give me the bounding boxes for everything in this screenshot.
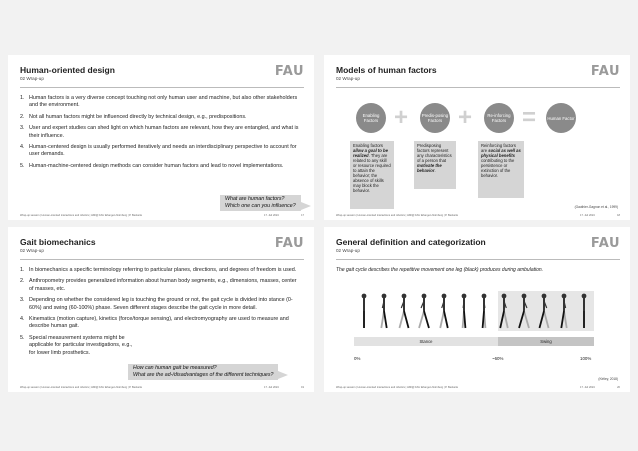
percent-end: 100% bbox=[580, 356, 592, 361]
box-text: . bbox=[434, 168, 436, 173]
callout-line: What are human factors? bbox=[225, 196, 285, 202]
footer-date: 17. Juli 2024 bbox=[580, 386, 595, 389]
citation: (Kirtley, 2018) bbox=[598, 377, 618, 381]
gait-cycle-figures bbox=[354, 291, 594, 331]
footer-text: Wrap-up session | Human-oriented interactions and robotics | HMI@ FAU Erlangen-Nürnberg | P. Beckerle bbox=[20, 214, 143, 217]
gait-caption: The gait cycle describes the repetitive movement one leg (black) produces during ambulation. bbox=[336, 267, 544, 273]
walking-figure bbox=[482, 294, 487, 328]
list-text: Human-machine-centered design methods can consider human factors and lead to novel implementations. bbox=[29, 162, 284, 169]
box-emphasis: allow a goal to be realized bbox=[353, 148, 388, 158]
slide-footer bbox=[20, 386, 304, 389]
slide-subtitle: 02 Wrap-up bbox=[336, 248, 360, 253]
divider bbox=[336, 87, 620, 88]
page-number: 18 bbox=[617, 214, 620, 217]
list-item bbox=[20, 278, 300, 293]
list-text: User and expert studies can shed light on which human factors are relevant, how they are entangled, and what is their influence. bbox=[29, 125, 299, 139]
callout-line: How can human gait be measured? bbox=[133, 365, 217, 371]
list-number: 2. bbox=[20, 278, 25, 285]
footer-text: Wrap-up session | Human-oriented interactions and robotics | HMI@ FAU Erlangen-Nürnberg | P. Beckerle bbox=[336, 214, 459, 217]
human-factor-circle: Human Factor bbox=[546, 103, 576, 133]
walking-figure bbox=[462, 294, 467, 328]
list-text: Special measurement systems might be applicable for particular investigations, e.g., for lower limb prosthetics. bbox=[29, 334, 133, 356]
walking-figure bbox=[381, 294, 386, 328]
list-item bbox=[20, 335, 300, 357]
slide-human-oriented-design bbox=[8, 55, 314, 220]
slide-footer bbox=[20, 214, 304, 217]
plus-icon: + bbox=[458, 104, 473, 131]
swing-phase-bar bbox=[498, 337, 594, 346]
list-number: 4. bbox=[20, 144, 25, 151]
divider bbox=[20, 259, 304, 260]
predisposing-factors-circle: Predis-posing Factors bbox=[420, 103, 450, 133]
callout-line: What are the ad-/disadvantages of the different techniques? bbox=[133, 372, 274, 378]
divider bbox=[336, 259, 620, 260]
bullet-list bbox=[20, 95, 300, 174]
percent-start: 0% bbox=[354, 356, 361, 361]
list-text: Human-centered design is usually performed iteratively and needs an interdisciplinary perspective to account for user demands. bbox=[29, 144, 297, 158]
slide-title: Gait biomechanics bbox=[20, 237, 96, 247]
list-number: 2. bbox=[20, 113, 25, 120]
slide-subtitle: 02 Wrap-up bbox=[20, 76, 44, 81]
stance-label: Stance bbox=[419, 339, 433, 344]
footer-date: 17. Juli 2024 bbox=[264, 386, 279, 389]
slide-gait-biomechanics bbox=[8, 227, 314, 392]
stance-phase-bar bbox=[354, 337, 498, 346]
page-number: 19 bbox=[301, 386, 304, 389]
swing-label: Swing bbox=[540, 339, 552, 344]
citation: (Gauthier-Gagnon et al., 1999) bbox=[574, 205, 618, 209]
question-callout bbox=[220, 195, 301, 211]
list-text: Not all human factors might be influenced directly by technical design, e.g., predispositions. bbox=[29, 113, 247, 120]
list-number: 4. bbox=[20, 316, 25, 323]
fau-logo: FAU bbox=[590, 64, 620, 79]
list-item bbox=[20, 267, 300, 274]
list-item bbox=[20, 95, 300, 110]
list-item bbox=[20, 316, 300, 331]
footer-date: 17. Juli 2024 bbox=[264, 214, 279, 217]
list-text: Depending on whether the considered leg is touching the ground or not, the gait cycle is divided into stance (0-60%) and swing (60-100%) phase. Seven different stages describe the gait cycle in more detail. bbox=[29, 297, 293, 311]
slide-title: Human-oriented design bbox=[20, 65, 115, 75]
list-item bbox=[20, 114, 300, 121]
list-number: 5. bbox=[20, 334, 25, 341]
footer-text: Wrap-up session | Human-oriented interactions and robotics | HMI@ FAU Erlangen-Nürnberg | P. Beckerle bbox=[336, 386, 459, 389]
enabling-factors-box bbox=[350, 141, 394, 209]
box-text: Predisposing factors represent any characteristics of a person that bbox=[417, 143, 452, 163]
slide-subtitle: 02 Wrap-up bbox=[336, 76, 360, 81]
callout-line: Which one can you influence? bbox=[225, 203, 296, 209]
slide-gait-cycle-definition bbox=[324, 227, 630, 392]
slide-title: Models of human factors bbox=[336, 65, 437, 75]
list-number: 3. bbox=[20, 125, 25, 132]
slide-subtitle: 02 Wrap-up bbox=[20, 248, 44, 253]
bullet-list bbox=[20, 267, 300, 361]
page-number: 17 bbox=[301, 214, 304, 217]
walking-figure bbox=[419, 294, 429, 328]
fau-logo: FAU bbox=[274, 236, 304, 251]
slide-footer bbox=[336, 386, 620, 389]
predisposing-factors-box bbox=[414, 141, 456, 189]
question-callout bbox=[128, 364, 278, 380]
slide-models-of-human-factors bbox=[324, 55, 630, 220]
reinforcing-factors-box bbox=[478, 141, 524, 198]
slide-title: General definition and categorization bbox=[336, 237, 486, 247]
list-text: In biomechanics a specific terminology referring to particular planes, directions, and degrees of freedom is used. bbox=[29, 267, 297, 273]
box-text: contributing to the persistence or extinction of the behavior. bbox=[481, 158, 515, 178]
list-number: 1. bbox=[20, 95, 25, 101]
list-text: Kinematics (motion capture), kinetics (force/torque sensing), and electromyography are used to measure and describe human gait. bbox=[29, 316, 289, 330]
footer-text: Wrap-up session | Human-oriented interactions and robotics | HMI@ FAU Erlangen-Nürnberg | P. Beckerle bbox=[20, 386, 143, 389]
reinforcing-factors-circle: Re-inforcing Factors bbox=[484, 103, 514, 133]
list-text: Anthropometry provides generalized information about human body segments, e.g., dimensions, masses, center of masses, etc. bbox=[29, 278, 297, 292]
list-item bbox=[20, 125, 300, 140]
box-text: Enabling factors bbox=[353, 143, 384, 148]
plus-icon: + bbox=[394, 104, 409, 131]
box-text: Reinforcing factors are bbox=[481, 143, 516, 153]
enabling-factors-circle: Enabling Factors bbox=[356, 103, 386, 133]
fau-logo: FAU bbox=[590, 236, 620, 251]
list-item bbox=[20, 297, 300, 312]
percent-mid: ~60% bbox=[492, 356, 504, 361]
fau-logo: FAU bbox=[274, 64, 304, 79]
list-item bbox=[20, 163, 300, 170]
box-emphasis: social as well as physical benefits bbox=[481, 148, 521, 158]
list-text: Human factors is a very diverse concept touching not only human user and machine, but also other stakeholders and the environment. bbox=[29, 95, 298, 109]
list-number: 3. bbox=[20, 297, 25, 304]
slide-footer bbox=[336, 214, 620, 217]
walking-figure bbox=[362, 294, 367, 328]
footer-date: 17. Juli 2024 bbox=[580, 214, 595, 217]
list-number: 1. bbox=[20, 267, 25, 273]
box-emphasis: motivate the behavior bbox=[417, 163, 442, 173]
list-item bbox=[20, 144, 300, 159]
walking-figure bbox=[399, 294, 408, 328]
list-number: 5. bbox=[20, 162, 25, 169]
page-number: 20 bbox=[617, 386, 620, 389]
walking-figure bbox=[440, 294, 448, 328]
equals-icon: = bbox=[522, 104, 537, 131]
box-text: . They are related to any skill or resource required to attain the behavior; the absence of skills may block the behavior. bbox=[353, 153, 391, 193]
divider bbox=[20, 87, 304, 88]
